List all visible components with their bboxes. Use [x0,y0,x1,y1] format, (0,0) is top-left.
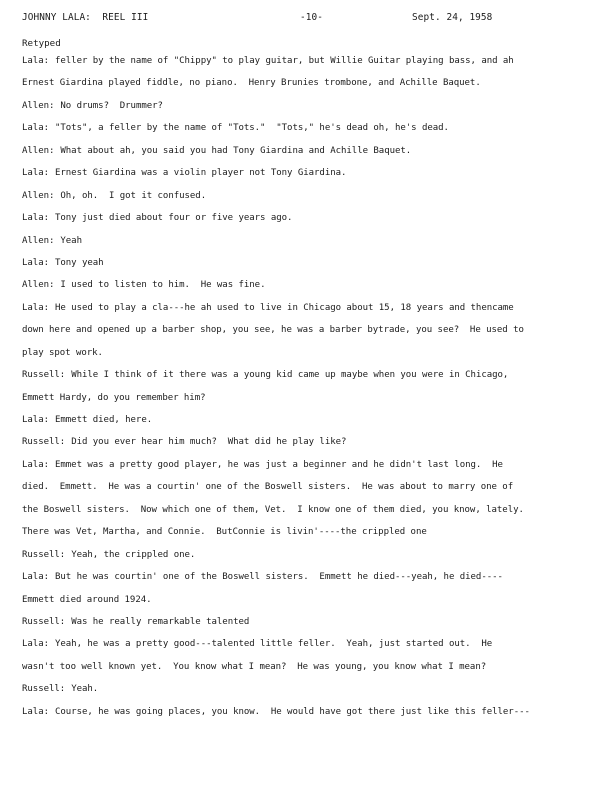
transcript-line [22,638,597,660]
speaker-label: Lala: [22,572,49,583]
line-text: Emmett Hardy, do you remember him? [22,392,206,403]
transcript-line [22,549,597,571]
header-date: Sept. 24, 1958 [412,12,493,23]
speaker-label: Allen: [22,280,55,291]
line-text: There was Vet, Martha, and Connie. ButConnie is livin'----the crippled one [22,527,427,538]
speaker-label: Russell: [22,370,66,381]
line-text: Oh, oh. I got it confused. [60,190,207,201]
speaker-label: Russell: [22,684,66,695]
transcript-line [22,190,597,212]
transcript-line [22,279,597,301]
transcript-line [22,122,597,144]
speaker-label: Russell: [22,549,66,560]
speaker-label: Lala: [22,213,49,224]
transcript-line [22,324,597,346]
line-text: Yeah [60,235,82,246]
line-text: Tony yeah [54,257,104,268]
line-text: No drums? Drummer? [60,100,163,111]
transcript-line [22,235,597,257]
speaker-label: Lala: [22,56,49,66]
line-text: Yeah, the crippled one. [71,549,196,560]
speaker-label: Lala: [22,459,49,470]
speaker-label: Allen: [22,100,55,111]
speaker-label: Lala: [22,302,49,313]
speaker-label: Lala: [22,168,49,179]
transcript-line [22,55,597,77]
line-text: But he was courtin' one of the Boswell sisters. Emmett he died---yeah, he died---- [54,572,503,583]
speaker-label: Lala: [22,415,49,425]
speaker-label: Allen: [22,190,55,201]
speaker-label: Lala: [22,706,49,717]
transcript-line [22,392,597,414]
speaker-label: Lala: [22,123,49,134]
transcript-line [22,302,597,324]
line-text: While I think of it there was a young kid came up maybe when you were in Chicago, [71,370,509,381]
line-text: What about ah, you said you had Tony Giardina and Achille Baquet. [60,145,412,156]
speaker-label: Russell: [22,616,66,627]
line-text: Emmett died, here. [54,415,153,425]
speaker-label: Allen: [22,145,55,156]
speaker-label: Lala: [22,257,49,268]
speaker-label: Lala: [22,639,49,650]
line-text: Yeah, he was a pretty good---talented little feller. Yeah, just started out. He [54,639,493,650]
header-reel-title: JOHNNY LALA: REEL III [22,12,149,23]
retyped-note: Retyped [22,38,61,49]
transcript-line [22,661,597,683]
line-text: Yeah. [71,684,99,695]
transcript-line [22,77,597,99]
line-text: play spot work. [22,347,103,358]
transcript-line [22,526,597,548]
transcript-line [22,571,597,593]
line-text: Emmett died around 1924. [22,594,152,605]
speaker-label: Allen: [22,235,55,246]
line-text: feller by the name of "Chippy" to play guitar, but Willie Guitar playing bass, and ah [54,56,514,66]
transcript-line [22,504,597,526]
transcript-line [22,594,597,616]
transcript-line [22,706,597,728]
line-text: "Tots", a feller by the name of "Tots." "Tots," he's dead oh, he's dead. [54,123,449,134]
transcript-line [22,459,597,481]
line-text: wasn't too well known yet. You know what I mean? He was young, you know what I mean? [22,661,487,672]
transcript-line [22,616,597,638]
transcript-line [22,167,597,189]
line-text: down here and opened up a barber shop, you see, he was a barber bytrade, you see? He used to [22,325,524,336]
transcript-line [22,257,597,279]
transcript-lines [22,55,597,728]
transcript-line [22,369,597,391]
transcript-line [22,481,597,503]
page-number: -10- [300,12,323,23]
transcript-line [22,212,597,234]
transcript-line [22,414,597,436]
line-text: Ernest Giardina played fiddle, no piano. Henry Brunies trombone, and Achille Baquet. [22,78,481,89]
line-text: Was he really remarkable talented [71,616,250,627]
line-text: Tony just died about four or five years ago. [54,213,293,224]
transcript-line [22,436,597,458]
line-text: He used to play a cla---he ah used to live in Chicago about 15, 18 years and thencame [54,302,514,313]
line-text: Ernest Giardina was a violin player not Tony Giardina. [54,168,347,179]
line-text: Did you ever hear him much? What did he play like? [71,437,347,448]
transcript-line [22,145,597,167]
transcript-line [22,100,597,122]
line-text: the Boswell sisters. Now which one of them, Vet. I know one of them died, you know, lately. [22,504,524,515]
line-text: I used to listen to him. He was fine. [60,280,266,291]
transcript-line [22,683,597,705]
line-text: Course, he was going places, you know. He would have got there just like this feller--- [54,706,530,717]
line-text: died. Emmett. He was a courtin' one of the Boswell sisters. He was about to marry one of [22,482,514,493]
speaker-label: Russell: [22,437,66,448]
line-text: Emmet was a pretty good player, he was just a beginner and he didn't last long. He [54,459,503,470]
transcript-line [22,347,597,369]
